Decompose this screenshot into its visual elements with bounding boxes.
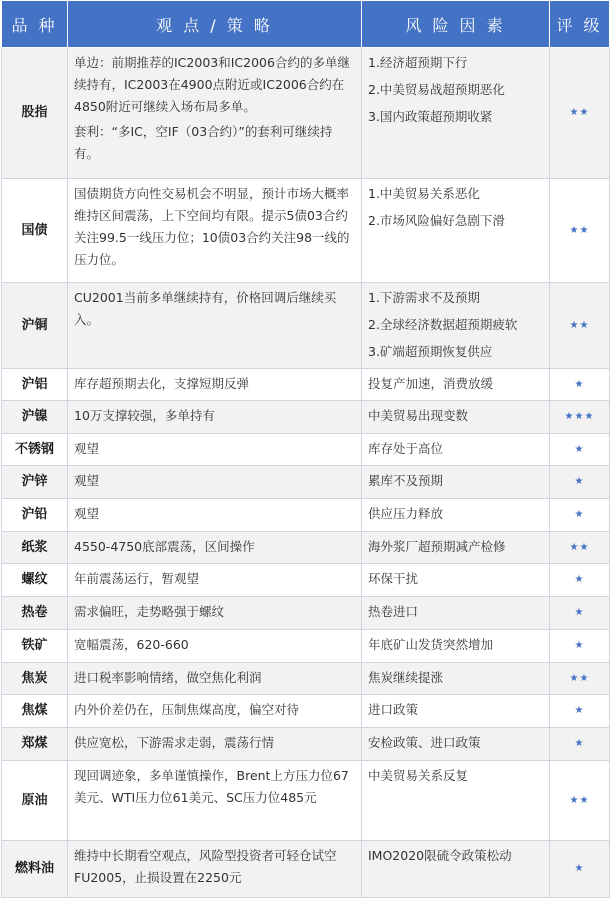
view-text: 现回调迹象，多单谨慎操作，Brent上方压力位67美元、WTI压力位61美元、SC压力位485元 (74, 768, 349, 805)
view-text: 库存超预期去化，支撑短期反弹 (74, 376, 250, 391)
risk-text: 2.市场风险偏好急剧下滑 (368, 213, 505, 228)
rating-stars: ★★ (550, 761, 610, 841)
rating-stars: ★ (550, 434, 610, 466)
variety-name: 铁矿 (2, 630, 68, 663)
view-cell (68, 401, 362, 434)
risk-text: IMO2020限硫令政策松动 (368, 848, 512, 863)
risk-text: 海外浆厂超预期减产检修 (368, 539, 506, 554)
strategy-table (1, 0, 610, 898)
table-row (2, 499, 610, 532)
risk-text: 中美贸易出现变数 (368, 408, 469, 423)
rating-stars: ★ (550, 499, 610, 532)
view-text: 需求偏旺，走势略强于螺纹 (74, 604, 225, 619)
view-cell (68, 761, 362, 841)
view-cell (68, 630, 362, 663)
view-cell (68, 728, 362, 761)
view-text: 单边：前期推荐的IC2003和IC2006合约的多单继续持有，IC2003在4900点附近或IC2006合约在4850附近可继续入场布局多单。 (74, 55, 350, 114)
risk-text: 供应压力释放 (368, 506, 444, 521)
risk-cell (362, 369, 550, 401)
table-row (2, 564, 610, 597)
risk-cell (362, 283, 550, 369)
view-text: 进口税率影响情绪，做空焦化利润 (74, 670, 262, 685)
risk-cell (362, 564, 550, 597)
risk-cell (362, 401, 550, 434)
table-row (2, 761, 610, 841)
risk-text: 焦炭继续提涨 (368, 670, 444, 685)
view-cell (68, 283, 362, 369)
view-text: 观望 (74, 473, 100, 488)
variety-name: 焦煤 (2, 695, 68, 728)
view-cell (68, 434, 362, 466)
risk-cell (362, 630, 550, 663)
risk-text: 中美贸易关系反复 (368, 768, 469, 783)
risk-cell (362, 695, 550, 728)
risk-text: 1.中美贸易关系恶化 (368, 186, 480, 201)
rating-stars: ★ (550, 597, 610, 630)
variety-name: 沪铝 (2, 369, 68, 401)
rating-stars: ★★ (550, 48, 610, 179)
table-row (2, 179, 610, 283)
table-row (2, 597, 610, 630)
table-row (2, 434, 610, 466)
view-cell (68, 466, 362, 499)
risk-text: 累库不及预期 (368, 473, 444, 488)
view-cell (68, 663, 362, 695)
risk-text: 年底矿山发货突然增加 (368, 637, 494, 652)
variety-name: 热卷 (2, 597, 68, 630)
variety-name: 原油 (2, 761, 68, 841)
risk-text: 安检政策、进口政策 (368, 735, 481, 750)
risk-cell (362, 48, 550, 179)
header-row (2, 1, 610, 48)
risk-text: 投复产加速，消费放缓 (368, 376, 494, 391)
risk-cell (362, 466, 550, 499)
rating-stars: ★★ (550, 532, 610, 564)
rating-stars: ★ (550, 466, 610, 499)
rating-stars: ★★★ (550, 401, 610, 434)
variety-name: 国债 (2, 179, 68, 283)
view-cell (68, 179, 362, 283)
table-row (2, 630, 610, 663)
view-text: 国债期货方向性交易机会不明显，预计市场大概率维持区间震荡，上下空间均有限。提示5债03合约关注99.5一线压力位；10债03合约关注98一线的压力位。 (74, 186, 350, 267)
variety-name: 股指 (2, 48, 68, 179)
header-risk-factors: 风 险 因 素 (362, 1, 550, 48)
rating-stars: ★★ (550, 663, 610, 695)
view-cell (68, 499, 362, 532)
variety-name: 燃料油 (2, 841, 68, 898)
view-cell (68, 695, 362, 728)
rating-stars: ★ (550, 369, 610, 401)
view-text: 10万支撑较强，多单持有 (74, 408, 215, 423)
risk-text: 3.矿端超预期恢复供应 (368, 344, 493, 359)
rating-stars: ★ (550, 564, 610, 597)
view-text: 套利：“多IC，空IF（03合约）”的套利可继续持有。 (74, 124, 333, 161)
view-cell (68, 841, 362, 898)
view-text: 宽幅震荡，620-660 (74, 637, 189, 652)
risk-text: 进口政策 (368, 702, 419, 717)
risk-text: 库存处于高位 (368, 441, 444, 456)
variety-name: 不锈钢 (2, 434, 68, 466)
view-cell (68, 48, 362, 179)
variety-name: 螺纹 (2, 564, 68, 597)
view-text: 4550-4750底部震荡，区间操作 (74, 539, 255, 554)
rating-stars: ★ (550, 841, 610, 898)
risk-text: 2.中美贸易战超预期恶化 (368, 82, 505, 97)
table-row (2, 695, 610, 728)
variety-name: 纸浆 (2, 532, 68, 564)
rating-stars: ★★ (550, 179, 610, 283)
risk-cell (362, 597, 550, 630)
header-rating: 评 级 (550, 1, 610, 48)
risk-cell (362, 728, 550, 761)
variety-name: 焦炭 (2, 663, 68, 695)
rating-stars: ★★ (550, 283, 610, 369)
header-variety: 品 种 (2, 1, 68, 48)
variety-name: 沪锌 (2, 466, 68, 499)
view-cell (68, 597, 362, 630)
variety-name: 沪铜 (2, 283, 68, 369)
variety-name: 沪镍 (2, 401, 68, 434)
risk-cell (362, 841, 550, 898)
view-text: 供应宽松，下游需求走弱，震荡行情 (74, 735, 275, 750)
risk-cell (362, 434, 550, 466)
view-text: 内外价差仍在，压制焦煤高度，偏空对待 (74, 702, 300, 717)
risk-cell (362, 663, 550, 695)
view-text: 观望 (74, 506, 100, 521)
risk-text: 2.全球经济数据超预期疲软 (368, 317, 518, 332)
variety-name: 沪铅 (2, 499, 68, 532)
risk-text: 热卷进口 (368, 604, 419, 619)
table-row (2, 283, 610, 369)
table-row (2, 369, 610, 401)
rating-stars: ★ (550, 695, 610, 728)
risk-cell (362, 761, 550, 841)
risk-cell (362, 499, 550, 532)
header-view-strategy: 观 点 / 策 略 (68, 1, 362, 48)
rating-stars: ★ (550, 728, 610, 761)
view-text: 维持中长期看空观点，风险型投资者可轻仓试空FU2005，止损设置在2250元 (74, 848, 337, 885)
variety-name: 郑煤 (2, 728, 68, 761)
table-row (2, 841, 610, 898)
rating-stars: ★ (550, 630, 610, 663)
risk-cell (362, 532, 550, 564)
risk-text: 1.下游需求不及预期 (368, 290, 480, 305)
table-row (2, 532, 610, 564)
risk-text: 3.国内政策超预期收紧 (368, 109, 493, 124)
table-row (2, 48, 610, 179)
view-cell (68, 564, 362, 597)
table-row (2, 663, 610, 695)
view-text: 观望 (74, 441, 100, 456)
view-text: 年前震荡运行，暂观望 (74, 571, 200, 586)
view-cell (68, 532, 362, 564)
view-cell (68, 369, 362, 401)
risk-text: 环保干扰 (368, 571, 419, 586)
view-text: CU2001当前多单继续持有，价格回调后继续买入。 (74, 290, 337, 327)
table-row (2, 401, 610, 434)
table-row (2, 728, 610, 761)
risk-cell (362, 179, 550, 283)
risk-text: 1.经济超预期下行 (368, 55, 468, 70)
table-row (2, 466, 610, 499)
